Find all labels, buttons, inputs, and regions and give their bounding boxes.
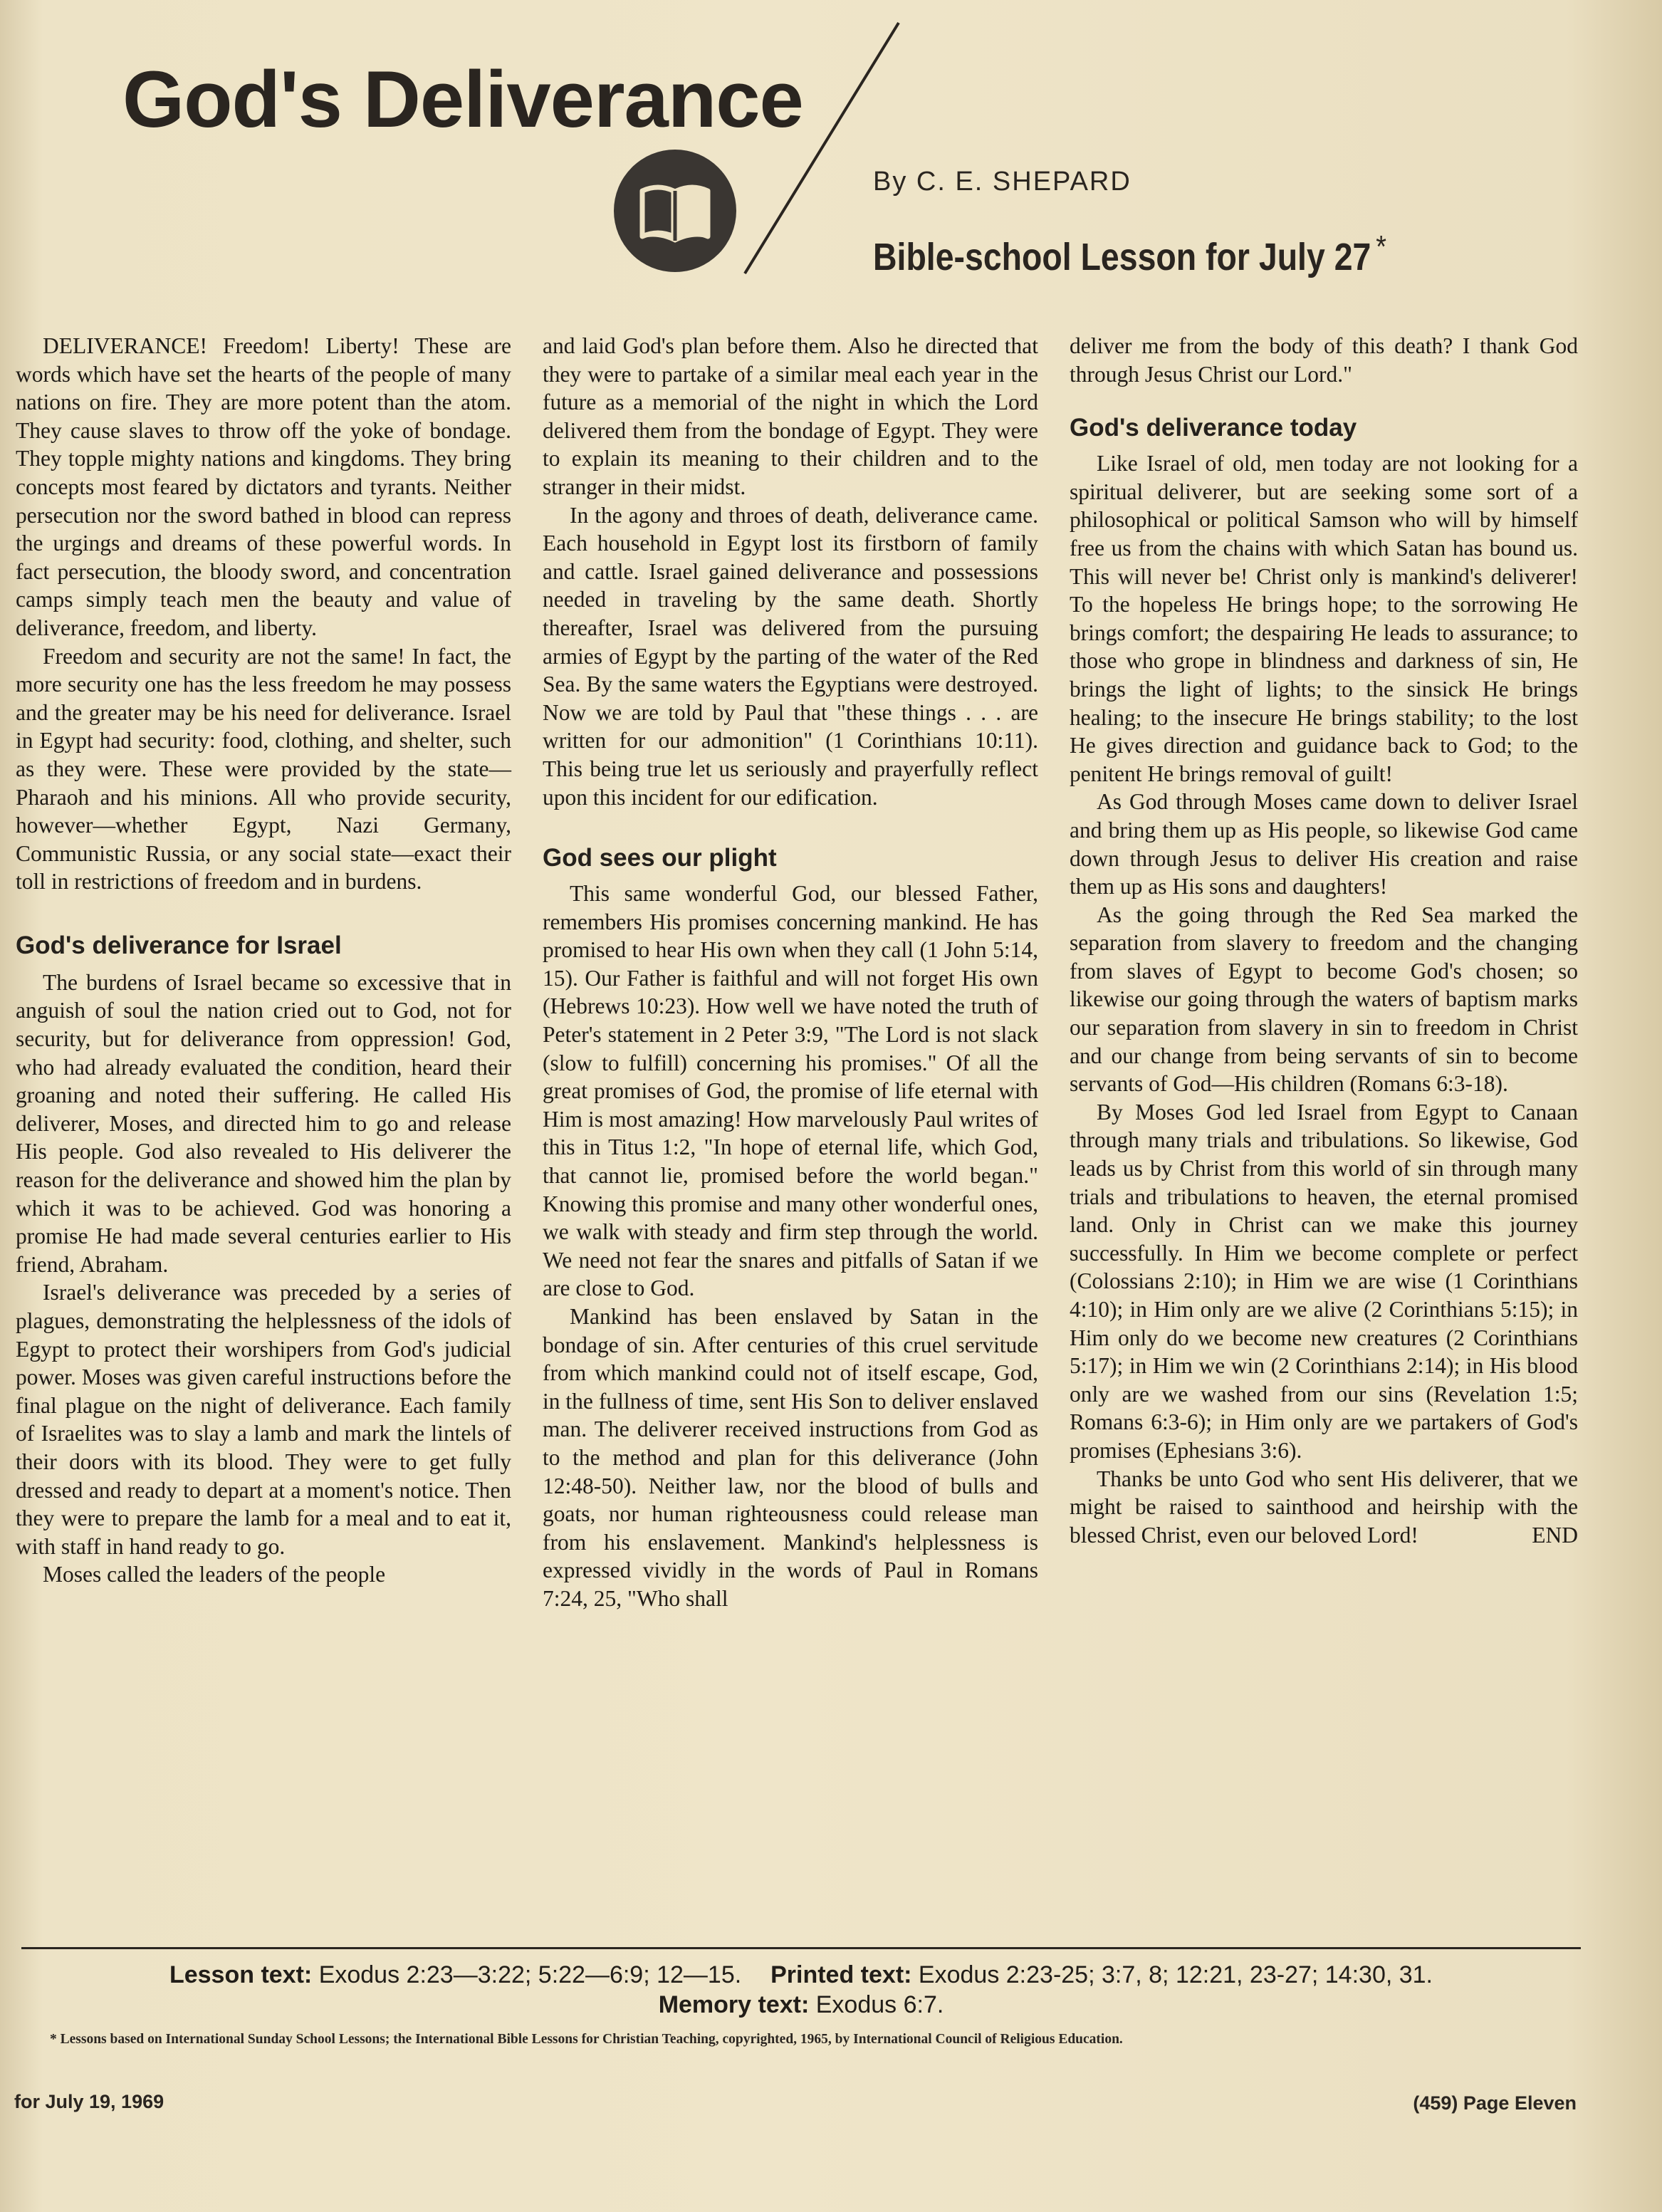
book-logo-icon — [614, 150, 736, 272]
section-heading-today: God's deliverance today — [1070, 414, 1357, 442]
section-heading-plight: God sees our plight — [543, 844, 777, 872]
footer-rule — [21, 1947, 1581, 1949]
lesson-line-2 — [21, 1990, 1581, 2020]
open-book-icon — [614, 150, 736, 272]
lesson-line-1 — [21, 1960, 1581, 1990]
printed-text-label: Printed text: — [770, 1961, 912, 1988]
paragraph: Moses called the leaders of the people — [43, 1562, 386, 1587]
byline: By C. E. SHEPARD — [873, 167, 1131, 197]
paragraph: Mankind has been enslaved by Satan in the bondage of sin. After centuries of this cruel servitude from which mankind could not of itself escape, God, in the fullness of time, sent His Son to deliver enslaved man. The deliverer received instructions from God as to the method and plan for this deliverance (John 12:48-50). Neither law, nor the blood of bulls and goats, nor human righteousness could release man from his enslavement. Mankind's helplessness is expressed vividly in the words of Paul in Romans 7:24, 25, "Who shall — [543, 1304, 1038, 1611]
column-1 — [16, 332, 511, 1589]
section-heading-israel: God's deliverance for Israel — [16, 931, 342, 959]
printed-text-value: Exodus 2:23-25; 3:7, 8; 12:21, 23-27; 14:30, 31. — [918, 1961, 1433, 1988]
paragraph: Like Israel of old, men today are not looking for a spiritual deliverer, but are seeking some sort of a philosophical or political Samson who will by himself free us from the chains with which Satan has bound us. This will never be! Christ only is mankind's deliverer! To the hopeless He brings hope; to the sorrowing He brings comfort; the despairing He leads to assurance; to those who grope in blindness and darkness of sin, He brings the light of lights; to the sinsick He brings healing; to the insecure He brings stability; to the lost He gives direction and guidance back to God; to the penitent He brings removal of guilt! — [1070, 451, 1578, 786]
issue-date: for July 19, 1969 — [14, 2091, 164, 2112]
lesson-text-box — [21, 1960, 1581, 2020]
paragraph: In the agony and throes of death, deliverance came. Each household in Egypt lost its firstborn of family and cattle. Israel gained deliverance and possessions needed in traveling by the same death. Shortly thereafter, Israel was delivered from the pursuing armies of Egypt by the parting of the water of the Red Sea. By the same waters the Egyptians were destroyed. Now we are told by Paul that "these things . . . are written for our admonition" (1 Corinthians 10:11). This being true let us seriously and prayerfully reflect upon this incident for our edification. — [543, 502, 1038, 810]
lesson-subtitle — [873, 229, 1386, 279]
lesson-text-value: Exodus 2:23—3:22; 5:22—6:9; 12—15. — [318, 1961, 742, 1988]
paragraph: and laid God's plan before them. Also he directed that they were to partake of a similar meal each year in the future as a memorial of the night in which the Lord delivered them from the bondage of Egypt. They were to explain its meaning to their children and to the stranger in their midst. — [543, 333, 1038, 499]
paragraph: This same wonderful God, our blessed Father, remembers His promises concerning mankind. He has promised to hear His own when they call (1 John 5:14, 15). Our Father is faithful and will not forget His own (Hebrews 10:23). How well we have noted the truth of Peter's statement in 2 Peter 3:9, "The Lord is not slack (slow to fulfill) concerning his promises." Of all the great promises of God, the promise of life eternal with Him is most amazing! How marvelously Paul writes of this in Titus 1:2, "In hope of eternal life, which God, that cannot lie, promised before the world began." Knowing this promise and many other wonderful ones, we walk with steady and firm step through the world. We need not fear the snares and pitfalls of Satan if we are close to God. — [543, 881, 1038, 1301]
paragraph: deliver me from the body of this death? I thank God through Jesus Christ our Lord." — [1070, 333, 1578, 387]
end-marker: END — [1532, 1522, 1578, 1548]
footnote: * Lessons based on International Sunday School Lessons; the International Bible Lessons for Christian Teaching, copyrighted, 1965, by International Council of Religious Education. — [50, 2032, 1123, 2047]
paragraph — [1070, 1465, 1578, 1550]
paragraph: By Moses God led Israel from Egypt to Canaan through many trials and tribulations. So likewise, God leads us by Christ from this world of sin through many trials and tribulations to heaven, the eternal promised land. Only in Christ can we make this journey successfully. In Him we become complete or perfect (Colossians 2:10); in Him we are wise (1 Corinthians 4:10); in Him only are we alive (2 Corinthians 5:15); in Him only do we become new creatures (2 Corinthians 5:17); in Him we win (2 Corinthians 2:14); in His blood only are we washed from our sins (Revelation 1:5; Romans 6:3-6); in Him only are we partakers of God's promises (Ephesians 3:6). — [1070, 1099, 1578, 1463]
subtitle-text: Bible-school Lesson for July 27 — [873, 236, 1371, 278]
paragraph: Israel's deliverance was preceded by a series of plagues, demonstrating the helplessness of the idols of Egypt to protect their worshipers from God's judicial power. Moses was given careful instructions before the final plague on the night of deliverance. Each family of Israelites was to slay a lamb and mark the lintels of their doors with its blood. They were to get fully dressed and ready to depart at a moment's notice. Then they were to prepare the lamb for a meal and to eat it, with staff in hand ready to go. — [16, 1280, 511, 1559]
column-2 — [543, 332, 1038, 1613]
lesson-text-label: Lesson text: — [169, 1961, 313, 1988]
article-title: God's Deliverance — [122, 55, 803, 144]
subtitle-asterisk: * — [1376, 229, 1386, 264]
paragraph: DELIVERANCE! Freedom! Liberty! These are words which have set the hearts of the people of many nations on fire. They are more potent than the atom. They cause slaves to throw off the yoke of bondage. They topple mighty nations and kingdoms. They bring concepts most feared by dictators and tyrants. Neither persecution nor the sword bathed in blood can repress the urgings and dreams of these powerful words. In fact persecution, the bloody sword, and concentration camps simply teach men the beauty and value of deliverance, freedom, and liberty. — [16, 333, 511, 640]
memory-text-label: Memory text: — [658, 1991, 810, 2018]
paragraph: As the going through the Red Sea marked the separation from slavery to freedom and the changing from slaves of Egypt to become God's chosen; so likewise our going through the waters of baptism marks our separation from slavery in sin to freedom in Christ and our change from being servants of sin to become servants of God—His children (Romans 6:3-18). — [1070, 902, 1578, 1097]
page-number: (459) Page Eleven — [1413, 2092, 1577, 2114]
paragraph: Freedom and security are not the same! In fact, the more security one has the less freedom he may possess and the greater may be his need for deliverance. Israel in Egypt had security: food, clothing, and shelter, such as they were. These were provided by the state—Pharaoh and his minions. All who provide security, however—whether Egypt, Nazi Germany, Communistic Russia, or any social state—exact their toll in restrictions of freedom and in burdens. — [16, 643, 511, 894]
memory-text-value: Exodus 6:7. — [815, 1991, 944, 2018]
closing-text: Thanks be unto God who sent His deliverer, that we might be raised to sainthood and heirship with the blessed Christ, even our beloved Lord! — [1070, 1466, 1578, 1548]
paragraph: The burdens of Israel became so excessive that in anguish of soul the nation cried out to God, not for security, but for deliverance from oppression! God, who had already evaluated the condition, heard their groaning and noted their suffering. He called His deliverer, Moses, and directed him to go and release His people. God also revealed to His deliverer the reason for the deliverance and showed him the plan by which it was to be achieved. God was honoring a promise He had made several centuries earlier to His friend, Abraham. — [16, 969, 511, 1277]
paragraph: As God through Moses came down to deliver Israel and bring them up as His people, so likewise God came down through Jesus to deliver His creation and raise them up as His sons and daughters! — [1070, 789, 1578, 899]
column-3 — [1070, 332, 1578, 1549]
